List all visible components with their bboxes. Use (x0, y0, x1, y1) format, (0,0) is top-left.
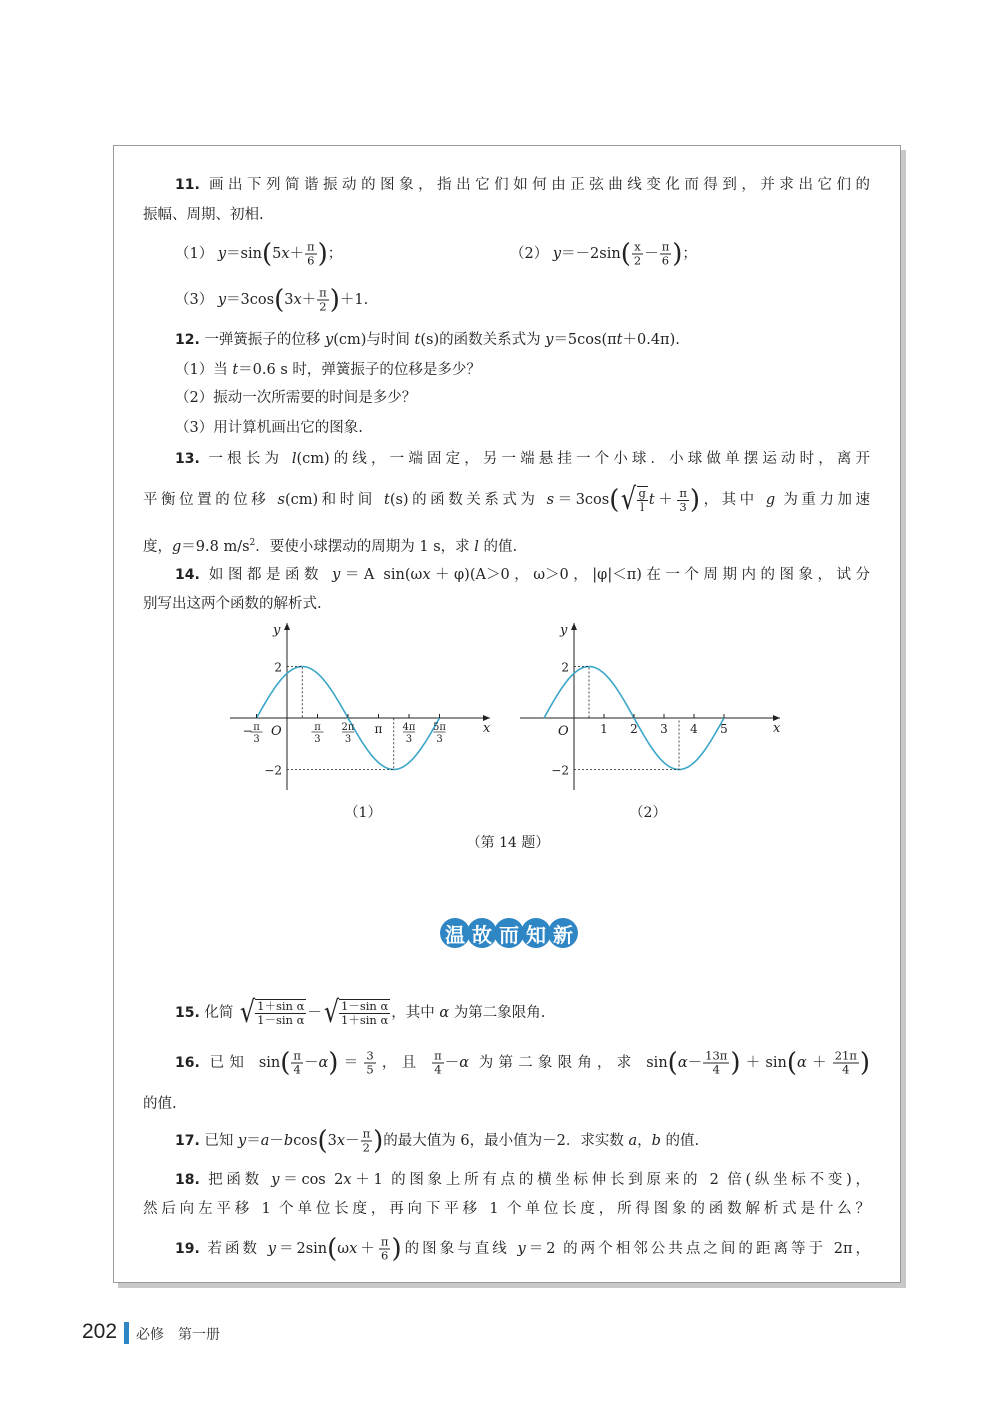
math-variable: y (217, 246, 227, 262)
denominator: 2 (362, 1140, 370, 1155)
page-number: 202 (82, 1320, 118, 1343)
math-variable: y (238, 1133, 247, 1149)
big-paren: ) (373, 1126, 384, 1156)
math-variable: s (277, 492, 285, 508)
text: ＝cos 2 (279, 1172, 344, 1188)
x-tick-label: 1 (600, 722, 608, 736)
math-variable: y (332, 567, 341, 583)
fraction (305, 241, 317, 268)
denominator: 4 (842, 1062, 850, 1077)
math-variable: y (217, 292, 227, 308)
numerator: π (319, 285, 327, 300)
problem-11-line (143, 205, 264, 225)
text: ＋φ)(A＞0，ω＞0，|φ|＜π)在一个周期内的图象，试分 (430, 567, 871, 583)
numerator: g (638, 486, 646, 500)
badge-char: 新 (548, 918, 578, 948)
text: 已知 sin (199, 1055, 281, 1071)
math-variable: b (283, 1133, 294, 1149)
text: 的值. (478, 538, 518, 555)
math-variable: l (474, 538, 479, 555)
text: ＋ (654, 492, 677, 508)
problem-number: 13. (175, 451, 200, 467)
text: 为重力加速 (775, 492, 871, 508)
text: ＝sin (226, 246, 262, 262)
y-tick-label: −2 (551, 763, 569, 778)
text: 一根长为 (199, 451, 292, 467)
text: ω (337, 1241, 350, 1257)
fraction (379, 1236, 391, 1263)
problem-11-part-1 (175, 241, 342, 268)
text: ＝0.6 s 时，弹簧振子的位移是多少？ (238, 362, 481, 378)
x-tick-denominator: 3 (253, 734, 260, 745)
square-root (619, 482, 649, 517)
text: ＋sin (740, 1055, 787, 1071)
text: 的值. (143, 1096, 177, 1112)
x-tick-label: 5 (720, 722, 728, 736)
math-variable: t (616, 332, 623, 348)
denominator: 1＋sin α (341, 1013, 389, 1027)
text: 如图都是函数 (199, 567, 333, 583)
big-paren: ( (280, 1048, 291, 1078)
x-tick-label: 2 (630, 722, 638, 736)
text: ＝3cos (226, 292, 275, 308)
math-variable: x (281, 246, 290, 262)
text: － (303, 1055, 319, 1071)
denominator: 5 (366, 1062, 374, 1077)
problem-number: 18. (175, 1172, 200, 1188)
denominator: 4 (434, 1062, 442, 1077)
square-root (238, 995, 307, 1030)
text: ＝ (338, 1055, 364, 1071)
problem-15-line (175, 995, 546, 1030)
problem-17-line (175, 1128, 699, 1155)
footer-volume: 第一册 (178, 1327, 220, 1343)
x-tick-denominator: 3 (436, 734, 443, 745)
problem-18-line (175, 1170, 870, 1190)
big-paren: ( (786, 1048, 797, 1078)
x-tick-numerator: π (253, 722, 260, 733)
y-axis-label: y (273, 623, 281, 638)
math-variable: α (459, 1055, 469, 1071)
x-tick-denominator: 3 (314, 734, 321, 745)
fraction (637, 486, 648, 514)
fraction (291, 1050, 303, 1077)
text: (cm)和时间 (284, 492, 384, 508)
text: (s)的函数关系式为 (389, 492, 547, 508)
big-paren: ( (317, 1126, 328, 1156)
math-variable: g (765, 492, 776, 508)
footer-book: 必修 (136, 1327, 164, 1343)
text: 化简 (199, 1005, 239, 1021)
text: （1） (175, 246, 218, 262)
text: 若函数 (199, 1241, 268, 1257)
problem-11-part-2 (510, 241, 697, 268)
numerator: π (362, 1126, 371, 1141)
numerator: 21π (834, 1048, 857, 1063)
text: ＋1. (339, 292, 369, 308)
problem-16-line (143, 1094, 177, 1114)
square-root (322, 995, 391, 1030)
math-variable: y (325, 332, 334, 348)
fraction (339, 999, 390, 1027)
text: ，且 (376, 1055, 432, 1071)
denominator: 4 (712, 1062, 720, 1077)
numerator: π (293, 1048, 301, 1063)
text: cos (293, 1133, 318, 1149)
origin-label: O (558, 724, 569, 739)
x-tick-numerator: 4π (402, 722, 416, 733)
denominator: 2 (633, 253, 642, 268)
fraction (361, 1128, 373, 1155)
math-variable: s (546, 492, 555, 508)
denominator: 6 (661, 253, 670, 268)
fraction (255, 999, 306, 1027)
x-tick-numerator: 2π (341, 722, 355, 733)
text: ＝－2sin (561, 246, 621, 262)
text: － (307, 1005, 322, 1021)
y-axis-label: y (560, 623, 568, 638)
problem-13-line (143, 533, 517, 557)
text: ＋ (357, 1241, 378, 1257)
problem-number: 17. (175, 1133, 200, 1149)
math-variable: y (552, 246, 562, 262)
text: ＋1 的图象上所有点的横坐标伸长到原来的 2 倍(纵坐标不变)， (351, 1172, 870, 1188)
figure-caption: （第 14 题） (466, 835, 550, 851)
math-variable: t (414, 332, 421, 348)
math-variable: x (293, 292, 302, 308)
problem-number: 16. (175, 1055, 200, 1071)
text: 3 (284, 292, 294, 308)
math-variable: y (545, 332, 554, 348)
x-tick-sign: − (242, 724, 253, 738)
problem-11-part-3 (175, 287, 368, 314)
denominator: 3 (679, 499, 687, 514)
x-tick-label: π (374, 722, 383, 736)
text: ＝2sin (275, 1241, 328, 1257)
math-variable: a (628, 1133, 638, 1149)
x-tick-label: 4 (690, 722, 698, 736)
text: ，其中 (391, 1005, 440, 1021)
figure-1-label: （1） (344, 805, 382, 821)
problem-number: 11. (175, 177, 200, 193)
big-paren: ) (328, 1048, 339, 1078)
math-variable: x (343, 1172, 352, 1188)
math-variable: b (651, 1133, 661, 1149)
numerator: 3 (366, 1048, 374, 1063)
fraction (364, 1050, 375, 1077)
text: ＝5cos(π (553, 332, 617, 348)
text: ＋0.4π). (622, 332, 680, 348)
y-axis-arrow (284, 623, 290, 630)
numerator: π (307, 239, 315, 254)
x-tick-denominator: 3 (405, 734, 413, 745)
math-variable: l (291, 451, 297, 467)
fraction (703, 1050, 729, 1077)
text: ＝9.8 m/s (181, 538, 250, 555)
text: （3）用计算机画出它的图象. (175, 420, 363, 436)
text: 为第二象限角. (449, 1005, 546, 1021)
problem-14-line (175, 565, 870, 585)
text: 平衡位置的位移 (143, 492, 278, 508)
numerator: 1－sin α (341, 999, 389, 1013)
text: ＝2 的两个相邻公共点之间的距离等于 2π， (525, 1241, 871, 1257)
text: 的图象与直线 (401, 1241, 518, 1257)
x-tick-numerator: 5π (433, 722, 446, 733)
text: － (269, 1133, 284, 1149)
fraction (660, 241, 672, 268)
problem-12-part-2 (175, 388, 416, 408)
text: ＋ (289, 246, 305, 262)
text: ，其中 (700, 492, 766, 508)
text: 5 (272, 246, 282, 262)
text: (cm)与时间 (333, 332, 415, 348)
numerator: π (380, 1234, 389, 1249)
text: （3） (175, 292, 218, 308)
footer-accent-bar (124, 1322, 129, 1344)
radical-sign: √ (239, 995, 256, 1030)
badge-char: 故 (467, 918, 497, 948)
denominator: l (640, 500, 645, 514)
math-variable: t (384, 492, 390, 508)
numerator: π (679, 485, 687, 500)
denominator: 6 (307, 253, 315, 268)
text: ＝3cos (554, 492, 610, 508)
text: (cm)的线，一端固定，另一端悬挂一个小球．小球做单摆运动时，离开 (296, 451, 870, 467)
x-tick-numerator: π (314, 722, 321, 733)
y-tick-label: 2 (274, 660, 282, 675)
big-paren: ) (859, 1048, 871, 1078)
graph-2 (515, 618, 790, 798)
math-variable: α (796, 1055, 807, 1071)
problem-12-part-3 (175, 418, 363, 438)
numerator: π (661, 239, 670, 254)
math-variable: α (677, 1055, 688, 1071)
x-axis-label: x (773, 721, 781, 736)
text: （2） (510, 246, 553, 262)
text: 的值. (660, 1133, 700, 1149)
problem-number: 12. (175, 332, 200, 348)
text: ； (327, 246, 343, 262)
denominator: 4 (293, 1062, 301, 1077)
text: 度， (143, 538, 172, 555)
superscript: 2 (249, 538, 256, 549)
math-variable: y (267, 1241, 276, 1257)
math-variable: x (349, 1241, 358, 1257)
radical-sign: √ (621, 482, 637, 517)
text: ， (637, 1133, 652, 1149)
numerator: x (634, 239, 641, 254)
badge-char: 而 (494, 918, 524, 948)
math-variable: a (260, 1133, 270, 1149)
text: ＋ (301, 292, 317, 308)
text: 画出下列简谐振动的图象，指出它们如何由正弦曲线变化而得到，并求出它们的 (199, 177, 870, 193)
text: （1）当 (175, 362, 233, 378)
denominator: 6 (380, 1248, 389, 1263)
graph-1 (225, 618, 500, 798)
math-variable: y (271, 1172, 280, 1188)
big-paren: ( (620, 239, 631, 269)
problem-19-line (175, 1236, 870, 1263)
big-paren: ( (609, 485, 620, 515)
text: ＋ (806, 1055, 832, 1071)
origin-label: O (271, 724, 282, 739)
problem-14-line (143, 594, 322, 614)
problem-number: 15. (175, 1005, 200, 1021)
badge-char: 温 (440, 918, 470, 948)
fraction (677, 487, 689, 514)
big-paren: ) (391, 1234, 402, 1264)
fraction (432, 1050, 444, 1077)
text: 的最大值为 6，最小值为－2．求实数 (383, 1133, 629, 1149)
figure-2-label: （2） (629, 805, 667, 821)
problem-number: 19. (175, 1241, 200, 1257)
text: － (644, 246, 659, 262)
text: 然后向左平移 1 个单位长度，再向下平移 1 个单位长度，所得图象的函数解析式是什么？ (143, 1201, 870, 1217)
problem-16-line (175, 1050, 870, 1077)
fraction (317, 287, 329, 314)
big-paren: ) (730, 1048, 741, 1078)
big-paren: ) (672, 239, 683, 269)
fraction (833, 1050, 859, 1077)
denominator: 1－sin α (257, 1013, 305, 1027)
text: 3 (327, 1133, 337, 1149)
x-tick-denominator: 3 (344, 734, 352, 745)
text: 一弹簧振子的位移 (199, 332, 326, 348)
numerator: 1＋sin α (257, 999, 305, 1013)
big-paren: ( (667, 1048, 678, 1078)
problem-13-line (175, 449, 870, 469)
problem-11-line (175, 175, 870, 195)
x-axis-label: x (483, 721, 491, 736)
fraction (632, 241, 643, 268)
y-tick-label: −2 (264, 763, 282, 778)
text: ； (682, 246, 697, 262)
big-paren: ( (274, 285, 285, 315)
math-variable: g (172, 538, 182, 555)
numerator: 13π (705, 1048, 728, 1063)
text: 别写出这两个函数的解析式. (143, 596, 322, 612)
problem-18-line (143, 1199, 870, 1219)
problem-12-line (175, 330, 680, 350)
math-variable: x (422, 567, 431, 583)
text: ＝A sin(ω (340, 567, 423, 583)
big-paren: ) (689, 485, 701, 515)
big-paren: ( (327, 1234, 338, 1264)
math-variable: α (318, 1055, 329, 1071)
text: (s)的函数关系式为 (420, 332, 546, 348)
text: （2）振动一次所需要的时间是多少？ (175, 390, 417, 406)
big-paren: ) (329, 285, 340, 315)
text: － (345, 1133, 360, 1149)
section-badge (440, 918, 575, 948)
badge-char: 知 (521, 918, 551, 948)
text: 为第二象限角，求 sin (468, 1055, 668, 1071)
problem-12-part-1 (175, 360, 481, 380)
math-variable: t (232, 362, 239, 378)
text: 振幅、周期、初相. (143, 207, 264, 223)
y-tick-label: 2 (561, 660, 569, 675)
problem-number: 14. (175, 567, 200, 583)
text: ．要使小球摆动的周期为 1 s，求 (255, 538, 475, 555)
text: ＝ (246, 1133, 261, 1149)
x-tick-label: 3 (660, 722, 668, 736)
text: － (444, 1055, 460, 1071)
math-variable: α (439, 1005, 450, 1021)
denominator: 2 (319, 299, 327, 314)
numerator: π (434, 1048, 442, 1063)
math-variable: y (517, 1241, 526, 1257)
text: － (687, 1055, 703, 1071)
math-variable: x (336, 1133, 346, 1149)
text: 把函数 (199, 1172, 272, 1188)
math-variable: t (648, 492, 655, 508)
big-paren: ( (261, 239, 273, 269)
y-axis-arrow (571, 623, 577, 630)
radical-sign: √ (323, 995, 340, 1030)
text: 已知 (199, 1133, 239, 1149)
problem-13-line (143, 482, 871, 517)
big-paren: ) (317, 239, 328, 269)
